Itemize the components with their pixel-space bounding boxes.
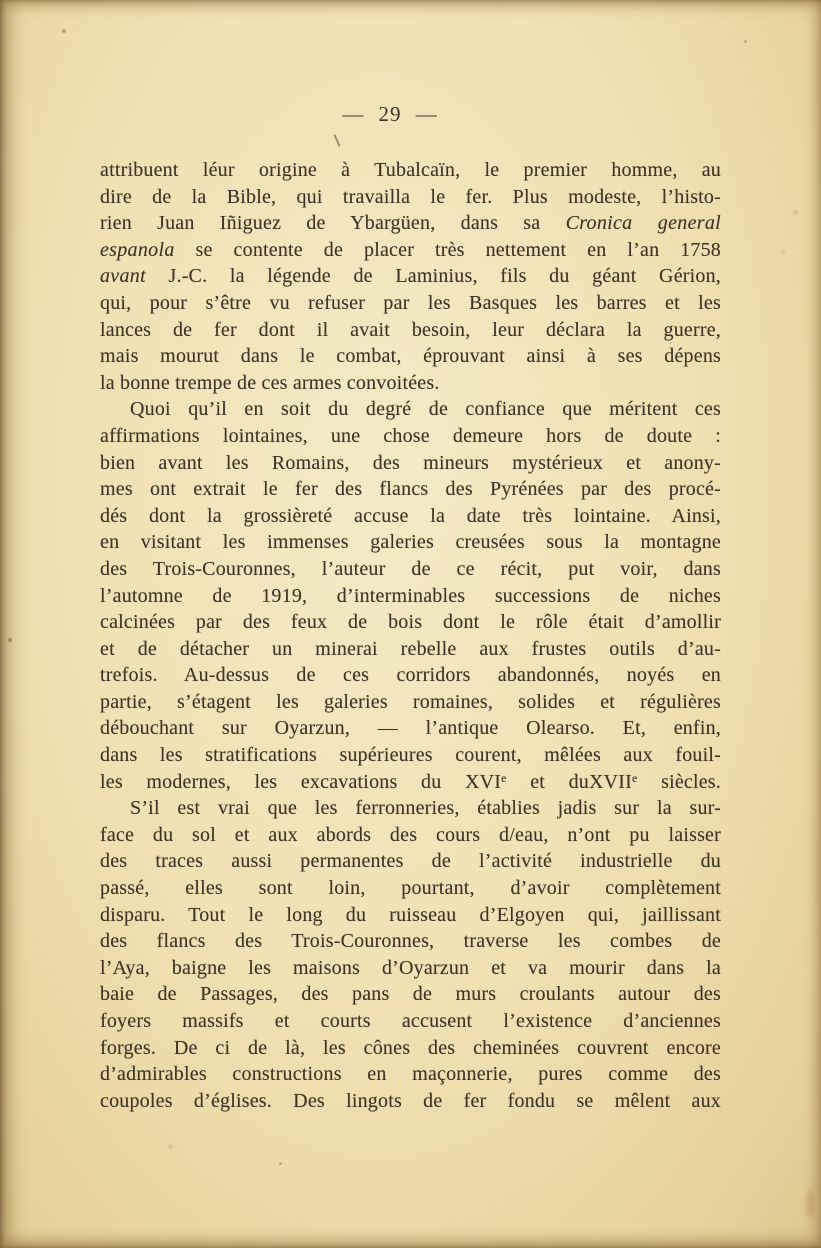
text-line: débouchant sur Oyarzun, — l’antique Olearso. Et, enfin, xyxy=(100,717,721,740)
text-line: qui, pour s’être vu refuser par les Basques les barres et les xyxy=(100,291,721,314)
paper-speck xyxy=(168,1144,173,1149)
text-line: des flancs des Trois-Couronnes, traverse les combes de xyxy=(100,930,721,953)
text-line: des Trois-Couronnes, l’auteur de ce récit, put voir, dans xyxy=(100,557,721,580)
text-line: disparu. Tout le long du ruisseau d’Elgoyen qui, jaillissant xyxy=(100,903,721,926)
text-line: coupoles d’églises. Des lingots de fer fondu se mêlent aux xyxy=(100,1089,721,1112)
text-line: bien avant les Romains, des mineurs mystérieux et anony- xyxy=(100,451,721,474)
text-line: dans les stratifications supérieures courent, mêlées aux fouil- xyxy=(100,744,721,767)
text-line: face du sol et aux abords des cours d/eau, n’ont pu laisser xyxy=(100,823,721,846)
text-block xyxy=(100,157,721,1114)
paper-speck xyxy=(781,250,785,254)
text-line: trefois. Au-dessus de ces corridors abandonnés, noyés en xyxy=(100,664,721,687)
text-line: l’Aya, baigne les maisons d’Oyarzun et va mourir dans la xyxy=(100,956,721,979)
text-line: rien Juan Iñiguez de Ybargüen, dans sa Cronica general xyxy=(100,212,721,235)
paper-speck xyxy=(806,1190,815,1218)
paragraph xyxy=(100,795,721,1114)
text-line: Quoi qu’il en soit du degré de confiance que méritent ces xyxy=(130,398,721,421)
text-line: des traces aussi permanentes de l’activité industrielle du xyxy=(100,850,721,873)
text-line: S’il est vrai que les ferronneries, établies jadis sur la sur- xyxy=(130,797,721,820)
text-line: dés dont la grossièreté accuse la date très lointaine. Ainsi, xyxy=(100,504,721,527)
text-line: espanola se contente de placer très nettement en l’an 1758 xyxy=(100,238,721,261)
text-line: mes ont extrait le fer des flancs des Pyrénées par des procé- xyxy=(100,478,721,501)
paper-speck xyxy=(279,1162,282,1165)
text-line: avant J.-C. la légende de Laminius, fils du géant Gérion, xyxy=(100,265,721,288)
text-line: attribuent léur origine à Tubalcaïn, le premier homme, au xyxy=(100,159,721,181)
paper-speck xyxy=(62,29,66,33)
paper-speck xyxy=(744,40,747,43)
text-line: partie, s’étagent les galeries romaines, solides et régulières xyxy=(100,690,721,713)
pen-mark xyxy=(333,134,340,147)
text-line: lances de fer dont il avait besoin, leur déclara la guerre, xyxy=(100,318,721,341)
text-line: d’admirables constructions en maçonnerie, pures comme des xyxy=(100,1063,721,1086)
text-line: et de détacher un minerai rebelle aux frustes outils d’au- xyxy=(100,637,721,660)
text-line: calcinées par des feux de bois dont le rôle était d’amollir xyxy=(100,611,721,634)
text-line: l’automne de 1919, d’interminables successions de niches xyxy=(100,584,721,607)
text-line: en visitant les immenses galeries creusées sous la montagne xyxy=(100,531,721,554)
text-line: baie de Passages, des pans de murs croulants autour des xyxy=(100,983,721,1006)
text-line: affirmations lointaines, une chose demeure hors de doute : xyxy=(100,424,721,447)
paper-speck xyxy=(793,210,798,215)
text-line: passé, elles sont loin, pourtant, d’avoir complètement xyxy=(100,877,721,900)
text-line: forges. De ci de là, les cônes des cheminées couvrent encore xyxy=(100,1036,721,1059)
text-line: les modernes, les excavations du XVIe et duXVII$^e$ siècles. xyxy=(100,770,721,793)
paper-speck xyxy=(8,638,12,642)
text-line: la bonne trempe de ces armes convoitées. xyxy=(100,371,440,394)
paragraph xyxy=(100,157,721,396)
text-line: mais mourut dans le combat, éprouvant ainsi à ses dépens xyxy=(100,345,721,368)
text-line: dire de la Bible, qui travailla le fer. Plus modeste, l’histo- xyxy=(100,185,721,208)
page-number: — 29 — xyxy=(342,102,438,126)
paragraph xyxy=(100,396,721,795)
text-line: foyers massifs et courts accusent l’existence d’anciennes xyxy=(100,1010,721,1032)
